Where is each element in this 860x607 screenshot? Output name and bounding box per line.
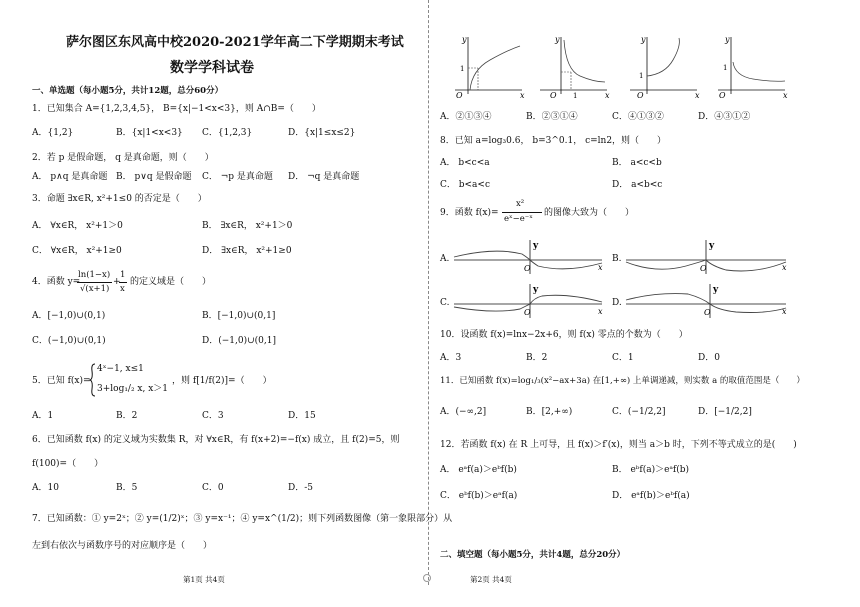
q4-stem-pre: 4．函数 y= bbox=[32, 277, 81, 287]
q4-option-d[interactable]: D．(−1,0)∪(0,1] bbox=[202, 336, 276, 346]
q9-graph-a bbox=[454, 240, 604, 276]
q4-numerator: ln(1−x) bbox=[78, 270, 111, 280]
q2-option-b[interactable]: B． p∨q 是假命题 bbox=[116, 172, 192, 182]
q7g4-one: 1 bbox=[723, 64, 728, 72]
q9d-origin: O bbox=[704, 308, 711, 317]
q4-option-a[interactable]: A．[−1,0)∪(0,1) bbox=[32, 311, 106, 321]
q11-option-d[interactable]: D．[−1/2,2] bbox=[698, 407, 752, 417]
q9-stem-pre: 9．函数 f(x)= bbox=[440, 208, 499, 218]
q7g3-y-label: y bbox=[641, 35, 646, 44]
q7-stem2: 左到右依次与函数序号的对应顺序是（ ） bbox=[32, 541, 213, 551]
q7g2-x-label: x bbox=[605, 91, 610, 100]
q12-option-c[interactable]: C． eᵇf(b)＞eᵃf(a) bbox=[440, 491, 518, 501]
q9b-origin: O bbox=[700, 264, 707, 273]
q4-frac2-bar bbox=[119, 282, 127, 283]
q7-graph-1 bbox=[450, 32, 530, 100]
q9-graph-c bbox=[454, 284, 604, 320]
q5-option-b[interactable]: B．2 bbox=[116, 411, 138, 421]
q3-stem: 3．命题 ∃x∈R, x²+1≤0 的否定是（ ） bbox=[32, 194, 207, 204]
q7g1-one: 1 bbox=[460, 65, 465, 73]
q3-option-a[interactable]: A． ∀x∈R， x²+1＞0 bbox=[32, 221, 123, 231]
q11-option-a[interactable]: A．(−∞,2] bbox=[440, 407, 487, 417]
q7g2-one: 1 bbox=[573, 92, 578, 100]
subject-title: 数学学科试卷 bbox=[170, 60, 254, 76]
q9a-x-label: x bbox=[598, 263, 603, 272]
q11-option-b[interactable]: B．[2,+∞) bbox=[526, 407, 573, 417]
q1-stem: 1．已知集合 A={1,2,3,4,5}， B={x|−1<x<3}，则 A∩B=（ ） bbox=[32, 104, 321, 114]
q10-option-a[interactable]: A．3 bbox=[440, 353, 462, 363]
q8-option-d[interactable]: D． a<b<c bbox=[612, 180, 663, 190]
q9-fraction-bar bbox=[502, 212, 542, 213]
q9c-origin: O bbox=[524, 308, 531, 317]
q6-stem: 6．已知函数 f(x) 的定义域为实数集 R，对 ∀x∈R，有 f(x+2)=−f(x) 成立，且 f(2)=5，则 bbox=[32, 435, 400, 445]
q5-case2: 3+log₁/₂ x, x＞1 bbox=[97, 384, 169, 394]
q6-option-d[interactable]: D．-5 bbox=[288, 483, 313, 493]
q10-option-b[interactable]: B．2 bbox=[526, 353, 548, 363]
q9-graph-b bbox=[626, 240, 796, 276]
q10-option-d[interactable]: D．0 bbox=[698, 353, 720, 363]
q9-option-d[interactable]: D. bbox=[612, 298, 622, 308]
q9d-x-label: x bbox=[782, 307, 787, 316]
q10-stem: 10．设函数 f(x)=lnx−2x+6，则 f(x) 零点的个数为（ ） bbox=[440, 330, 688, 340]
q7g3-x-label: x bbox=[695, 91, 700, 100]
q7g4-x-label: x bbox=[783, 91, 788, 100]
q8-option-b[interactable]: B． a<c<b bbox=[612, 158, 662, 168]
q9-stem-post: 的图像大致为（ ） bbox=[544, 208, 635, 218]
section2-heading: 二、填空题（每小题5分，共计4题，总分20分） bbox=[440, 550, 626, 560]
q12-stem: 12．若函数 f(x) 在 R 上可导，且 f(x)＞f′(x)，则当 a＞b 时，下列不等式成立的是( ) bbox=[440, 440, 797, 450]
q4-frac2-den: x bbox=[120, 284, 125, 294]
q6-option-b[interactable]: B．5 bbox=[116, 483, 138, 493]
right-page bbox=[430, 0, 860, 607]
q3-option-d[interactable]: D． ∃x∈R， x²+1≥0 bbox=[202, 246, 292, 256]
q4-frac2-num: 1 bbox=[120, 270, 126, 280]
q7g1-x-label: x bbox=[520, 91, 525, 100]
q4-plus: + bbox=[113, 277, 121, 287]
q11-option-c[interactable]: C．(−1/2,2] bbox=[612, 407, 666, 417]
q1-option-a[interactable]: A．{1,2} bbox=[32, 128, 74, 138]
q9-option-c[interactable]: C. bbox=[440, 298, 450, 308]
q9a-origin: O bbox=[524, 264, 531, 273]
q9-option-b[interactable]: B. bbox=[612, 254, 622, 264]
q7-graph-4 bbox=[713, 32, 793, 100]
q11-stem: 11．已知函数 f(x)=log₁/₃(x²−ax+3a) 在[1,+∞) 上单调递减，则实数 a 的取值范围是（ ） bbox=[440, 376, 805, 386]
q4-denominator: √(x+1) bbox=[80, 284, 110, 294]
q9-numerator: x² bbox=[516, 199, 525, 209]
q8-option-c[interactable]: C． b<a<c bbox=[440, 180, 490, 190]
q9-option-a[interactable]: A. bbox=[440, 254, 450, 264]
q7g4-origin: O bbox=[719, 91, 726, 100]
school-title: 萨尔图区东风高中校2020-2021学年高二下学期期末考试 bbox=[66, 35, 404, 50]
q7g1-origin: O bbox=[456, 91, 463, 100]
section1-heading: 一、单选题（每小题5分，共计12题，总分60分） bbox=[32, 86, 224, 96]
q9c-y-label: y bbox=[533, 285, 539, 295]
q5-option-c[interactable]: C．3 bbox=[202, 411, 224, 421]
q4-option-b[interactable]: B．[−1,0)∪(0,1] bbox=[202, 311, 276, 321]
q7g2-origin: O bbox=[550, 91, 557, 100]
q7g2-y-label: y bbox=[555, 35, 560, 44]
q9-denominator: eˣ−e⁻ˣ bbox=[504, 214, 533, 224]
q9b-x-label: x bbox=[782, 263, 787, 272]
q7g4-y-label: y bbox=[725, 35, 730, 44]
q7-graph-3 bbox=[625, 32, 705, 100]
q9b-y-label: y bbox=[709, 241, 715, 251]
footer-left: 第1页 共4页 bbox=[183, 575, 225, 584]
q6-stem2: f(100)=（ ） bbox=[32, 459, 104, 469]
q7g3-one: 1 bbox=[639, 72, 644, 80]
q2-option-a[interactable]: A． p∧q 是真命题 bbox=[32, 172, 108, 182]
q5-brace bbox=[90, 363, 96, 397]
q4-option-c[interactable]: C．(−1,0)∪(0,1) bbox=[32, 336, 106, 346]
q6-option-c[interactable]: C．0 bbox=[202, 483, 224, 493]
q12-option-a[interactable]: A． eᵃf(a)＞eᵇf(b) bbox=[440, 465, 517, 475]
q12-option-b[interactable]: B． eᵇf(a)＞eᵃf(b) bbox=[612, 465, 690, 475]
q3-option-b[interactable]: B． ∃x∈R， x²+1＞0 bbox=[202, 221, 293, 231]
footer-right: 第2页 共4页 bbox=[470, 575, 512, 584]
q7g3-origin: O bbox=[637, 91, 644, 100]
q5-option-a[interactable]: A．1 bbox=[32, 411, 54, 421]
q1-option-b[interactable]: B．{x|1<x<3} bbox=[116, 128, 183, 138]
q2-option-d[interactable]: D． ¬q 是真命题 bbox=[288, 172, 360, 182]
q12-option-d[interactable]: D． eᵃf(b)＞eᵇf(a) bbox=[612, 491, 690, 501]
q7-option-c[interactable]: C．④①③② bbox=[612, 112, 664, 122]
q7-option-d[interactable]: D．④③①② bbox=[698, 112, 751, 122]
q5-case1: 4ˣ−1, x≤1 bbox=[97, 364, 144, 374]
q2-stem: 2．若 p 是假命题， q 是真命题，则（ ） bbox=[32, 153, 214, 163]
q7g1-y-label: y bbox=[462, 35, 467, 44]
q8-stem: 8．已知 a=log₃0.6， b=3^0.1， c=ln2，则（ ） bbox=[440, 136, 667, 146]
q9a-y-label: y bbox=[533, 241, 539, 251]
q10-option-c[interactable]: C．1 bbox=[612, 353, 634, 363]
q7-graph-2 bbox=[535, 32, 615, 100]
q8-option-a[interactable]: A． b<c<a bbox=[440, 158, 490, 168]
q7-option-a[interactable]: A．②①③④ bbox=[440, 112, 492, 122]
q5-stem-mid: ，则 f[1/f(2)]=（ ） bbox=[172, 376, 272, 386]
q6-option-a[interactable]: A．10 bbox=[32, 483, 59, 493]
q4-fraction-bar bbox=[77, 282, 112, 283]
q7-option-b[interactable]: B．②③①④ bbox=[526, 112, 578, 122]
q4-stem-post: 的定义域是（ ） bbox=[130, 277, 212, 287]
q9-graph-d bbox=[626, 284, 796, 320]
q7-stem: 7．已知函数：① y=2ˣ；② y=(1/2)ˣ；③ y=x⁻¹；④ y=x^(1/2)；则下列函数图像（第一象限部分）从 bbox=[32, 514, 453, 524]
q3-option-c[interactable]: C． ∀x∈R， x²+1≥0 bbox=[32, 246, 122, 256]
q5-option-d[interactable]: D．15 bbox=[288, 411, 316, 421]
q9d-y-label: y bbox=[713, 285, 719, 295]
q5-stem-pre: 5．已知 f(x)= bbox=[32, 376, 91, 386]
q1-option-c[interactable]: C．{1,2,3} bbox=[202, 128, 253, 138]
q2-option-c[interactable]: C． ¬p 是真命题 bbox=[202, 172, 273, 182]
q9c-x-label: x bbox=[598, 307, 603, 316]
q1-option-d[interactable]: D．{x|1≤x≤2} bbox=[288, 128, 356, 138]
